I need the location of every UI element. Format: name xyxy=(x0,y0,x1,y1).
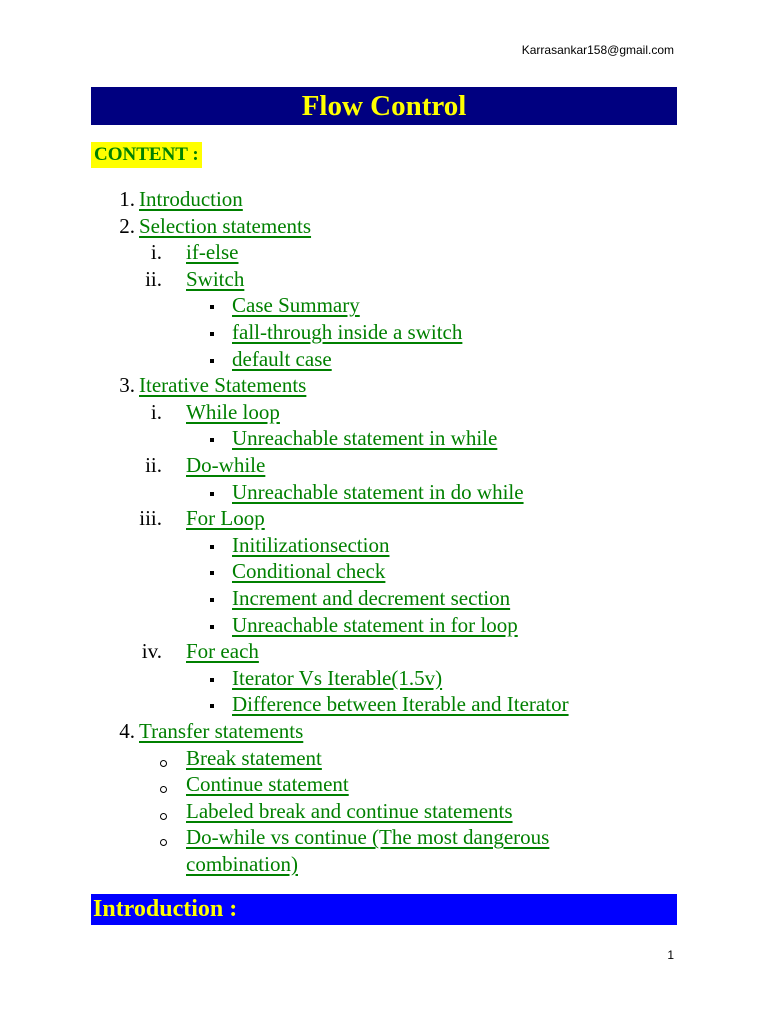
toc-marker: iv. xyxy=(141,639,162,664)
square-bullet-icon xyxy=(210,332,214,336)
circle-bullet-icon xyxy=(160,786,167,793)
toc-link[interactable]: combination) xyxy=(186,852,298,876)
toc-link[interactable]: Introduction xyxy=(139,187,243,211)
toc-link[interactable]: Difference between Iterable and Iterator xyxy=(232,692,569,717)
section-banner xyxy=(91,894,677,925)
circle-bullet-icon xyxy=(160,760,167,767)
square-bullet-icon xyxy=(210,305,214,309)
square-bullet-icon xyxy=(210,492,214,496)
toc-marker: iii. xyxy=(139,506,162,531)
toc-link[interactable]: if-else xyxy=(186,240,239,265)
square-bullet-icon xyxy=(210,625,214,629)
toc-link[interactable]: Increment and decrement section xyxy=(232,586,511,610)
toc-link[interactable]: Continue statement xyxy=(186,772,349,797)
page-title: Flow Control xyxy=(301,89,467,122)
toc-marker: i. xyxy=(150,240,162,265)
square-bullet-icon xyxy=(210,704,214,708)
page-number: 1 xyxy=(667,948,674,962)
toc-link[interactable]: Selection statements xyxy=(139,213,312,238)
toc-marker: 1. xyxy=(119,187,135,211)
toc-link[interactable]: While loop xyxy=(186,399,280,424)
toc-link[interactable]: Break statement xyxy=(186,745,322,770)
toc-link[interactable]: Conditional check xyxy=(232,559,386,584)
toc-marker: i. xyxy=(150,399,162,424)
toc-link[interactable]: fall-through inside a switch xyxy=(232,320,463,344)
toc-link[interactable]: Unreachable statement in for loop xyxy=(232,612,518,637)
toc-link[interactable]: Unreachable statement in while xyxy=(232,426,498,451)
toc-link[interactable]: Transfer statements xyxy=(139,719,304,743)
toc-link[interactable]: Do-while xyxy=(186,453,266,477)
toc-marker: ii. xyxy=(145,453,162,477)
toc-link[interactable]: Iterative Statements xyxy=(139,373,307,398)
circle-bullet-icon xyxy=(160,839,167,846)
toc-link[interactable]: Iterator Vs Iterable(1.5v) xyxy=(232,665,443,690)
toc-link[interactable]: For each xyxy=(186,639,259,664)
square-bullet-icon xyxy=(210,571,214,575)
toc-link[interactable]: Do-while vs continue (The most dangerous xyxy=(186,825,550,850)
toc-link[interactable]: For Loop xyxy=(186,506,265,531)
toc-link[interactable]: Switch xyxy=(186,266,245,291)
section-heading: Introduction : xyxy=(93,896,238,922)
square-bullet-icon xyxy=(210,438,214,442)
toc-marker: 4. xyxy=(119,719,135,743)
content-label: CONTENT : xyxy=(91,142,202,168)
toc-marker: ii. xyxy=(145,266,162,291)
circle-bullet-icon xyxy=(160,813,167,820)
square-bullet-icon xyxy=(210,598,214,602)
toc-link[interactable]: Case Summary xyxy=(232,293,360,318)
toc-marker: 3. xyxy=(119,373,135,398)
square-bullet-icon xyxy=(210,359,214,363)
square-bullet-icon xyxy=(210,678,214,682)
toc-link[interactable]: Initilizationsection xyxy=(232,532,390,557)
toc-link[interactable]: Unreachable statement in do while xyxy=(232,479,524,504)
toc-marker: 2. xyxy=(119,213,135,238)
title-banner xyxy=(91,87,677,125)
author-email: Karrasankar158@gmail.com xyxy=(521,43,674,57)
square-bullet-icon xyxy=(210,545,214,549)
toc-link[interactable]: default case xyxy=(232,346,332,371)
toc-link[interactable]: Labeled break and continue statements xyxy=(186,798,513,823)
